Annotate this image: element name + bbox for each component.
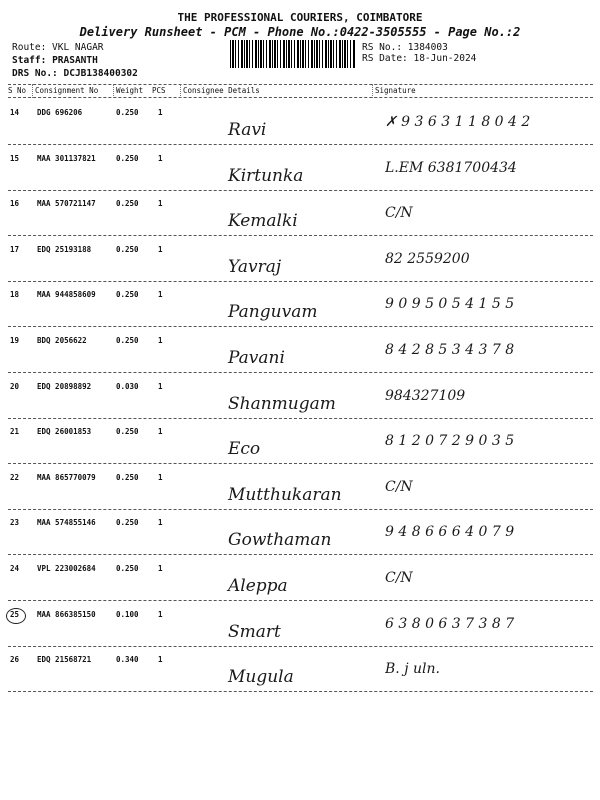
col-header-pcs: PCS (152, 86, 166, 95)
row-consignee-name: Aleppa (228, 576, 288, 596)
row-sno: 25 (10, 609, 20, 619)
runsheet-title: Delivery Runsheet - PCM - Phone No.:0422-3505555 - Page No.:2 (79, 25, 521, 39)
row-divider (8, 190, 593, 191)
row-consignment: EDQ 20898892 (37, 381, 92, 391)
staff-name: PRASANTH (52, 55, 98, 66)
row-weight: 0.100 (116, 609, 139, 619)
row-pcs: 1 (158, 427, 163, 437)
row-sno: 26 (10, 655, 20, 665)
row-weight: 0.340 (116, 655, 139, 665)
row-sno: 24 (10, 564, 20, 573)
barcode-image (230, 40, 355, 68)
row-consignee-name: Kirtunka (228, 165, 304, 186)
row-divider (8, 235, 593, 236)
row-sno: 19 (10, 336, 20, 345)
circle-mark (6, 608, 26, 624)
col-divider (180, 84, 181, 98)
drs-row (12, 68, 138, 79)
row-pcs: 1 (158, 564, 163, 573)
row-consignment: MAA 301137821 (37, 153, 96, 163)
rs-number: RS No.: 1384003 (362, 42, 448, 53)
row-pcs: 1 (158, 199, 163, 209)
row-weight: 0.250 (116, 518, 139, 528)
header-top-divider (8, 84, 593, 85)
staff-label: Staff: (12, 55, 47, 66)
row-pcs: 1 (158, 472, 163, 482)
col-divider (32, 84, 33, 98)
row-consignment: MAA 574855146 (37, 518, 96, 528)
row-weight: 0.250 (116, 290, 139, 300)
row-pcs: 1 (158, 336, 163, 345)
row-pcs: 1 (158, 290, 163, 300)
row-divider (8, 509, 593, 510)
row-consignment: EDQ 21568721 (37, 655, 92, 665)
row-consignment: EDQ 25193188 (37, 244, 92, 254)
row-consignment: MAA 866385150 (37, 609, 96, 619)
row-signature: 8 1 2 0 7 2 9 0 3 5 (385, 433, 515, 450)
row-signature: 8 4 2 8 5 3 4 3 7 8 (385, 342, 515, 358)
row-consignment: VPL 223002684 (37, 564, 96, 573)
row-sno: 17 (10, 244, 20, 254)
row-signature: C/N (385, 205, 413, 222)
row-consignment: MAA 570721147 (37, 199, 96, 209)
route-label: Route: VKL NAGAR (12, 42, 104, 53)
row-sno: 20 (10, 381, 20, 391)
row-signature: 82 2559200 (385, 250, 470, 267)
row-consignment: BDQ 2056622 (37, 336, 87, 345)
row-sno: 22 (10, 472, 20, 482)
row-signature: 984327109 (385, 387, 466, 404)
row-sno: 18 (10, 290, 20, 300)
row-signature: 9 4 8 6 6 6 4 0 7 9 (385, 524, 515, 541)
row-consignee-name: Kemalki (228, 211, 298, 232)
row-signature: 6 3 8 0 6 3 7 3 8 7 (385, 615, 515, 632)
row-weight: 0.250 (116, 244, 139, 254)
row-divider (8, 691, 593, 692)
row-consignment: MAA 865770079 (37, 472, 96, 482)
row-weight: 0.250 (116, 108, 139, 117)
row-consignee-name: Eco (228, 439, 261, 460)
row-consignment: DDG 696206 (37, 108, 83, 117)
row-sno: 21 (10, 427, 20, 437)
row-weight: 0.250 (116, 153, 139, 163)
drs-number: DCJB138400302 (63, 68, 138, 79)
row-consignee-name: Smart (228, 621, 281, 642)
company-name: THE PROFESSIONAL COURIERS, COIMBATORE (177, 11, 423, 24)
row-weight: 0.250 (116, 427, 139, 437)
col-divider (372, 84, 373, 98)
row-pcs: 1 (158, 609, 163, 619)
row-consignee-name: Yavraj (228, 256, 282, 277)
row-consignee-name: Pavani (228, 348, 285, 368)
col-header-consignee: Consignee Details (183, 86, 260, 95)
row-signature: B. j uln. (385, 661, 440, 678)
row-weight: 0.250 (116, 336, 139, 345)
row-signature: C/N (385, 570, 413, 586)
row-weight: 0.250 (116, 199, 139, 209)
rs-date: RS Date: 18-Jun-2024 (362, 53, 477, 64)
row-pcs: 1 (158, 655, 163, 665)
col-header-sno: S No (8, 86, 27, 95)
row-divider (8, 554, 593, 555)
col-header-weight: Weight (116, 86, 144, 95)
row-sno: 14 (10, 108, 20, 117)
row-consignee-name: Mugula (228, 667, 294, 688)
row-pcs: 1 (158, 381, 163, 391)
row-weight: 0.250 (116, 472, 139, 482)
row-weight: 0.250 (116, 564, 139, 573)
row-divider (8, 600, 593, 601)
row-pcs: 1 (158, 518, 163, 528)
header-bottom-divider (8, 97, 593, 98)
row-pcs: 1 (158, 108, 163, 117)
row-divider (8, 463, 593, 464)
row-consignee-name: Mutthukaran (228, 484, 342, 505)
row-consignment: EDQ 26001853 (37, 427, 92, 437)
col-header-signature: Signature (375, 86, 416, 95)
staff-row (12, 55, 98, 66)
row-pcs: 1 (158, 244, 163, 254)
row-divider (8, 646, 593, 647)
row-consignee-name: Gowthaman (228, 530, 332, 551)
row-weight: 0.030 (116, 381, 139, 391)
row-signature: 9 0 9 5 0 5 4 1 5 5 (385, 296, 515, 313)
row-divider (8, 281, 593, 282)
row-consignee-name: Ravi (228, 120, 267, 140)
drs-label: DRS No.: (12, 68, 58, 79)
col-header-consignment: Consignment No (35, 86, 99, 95)
row-divider (8, 326, 593, 327)
row-divider (8, 372, 593, 373)
row-consignment: MAA 944858609 (37, 290, 96, 300)
row-consignee-name: Shanmugam (228, 393, 336, 414)
row-consignee-name: Panguvam (228, 302, 318, 323)
row-signature: L.EM 6381700434 (385, 159, 517, 176)
row-signature: C/N (385, 478, 413, 495)
row-sno: 16 (10, 199, 20, 209)
row-pcs: 1 (158, 153, 163, 163)
row-divider (8, 144, 593, 145)
row-signature: ✗ 9 3 6 3 1 1 8 0 4 2 (385, 114, 531, 130)
row-divider (8, 418, 593, 419)
col-divider (113, 84, 114, 98)
row-sno: 23 (10, 518, 20, 528)
row-sno: 15 (10, 153, 20, 163)
